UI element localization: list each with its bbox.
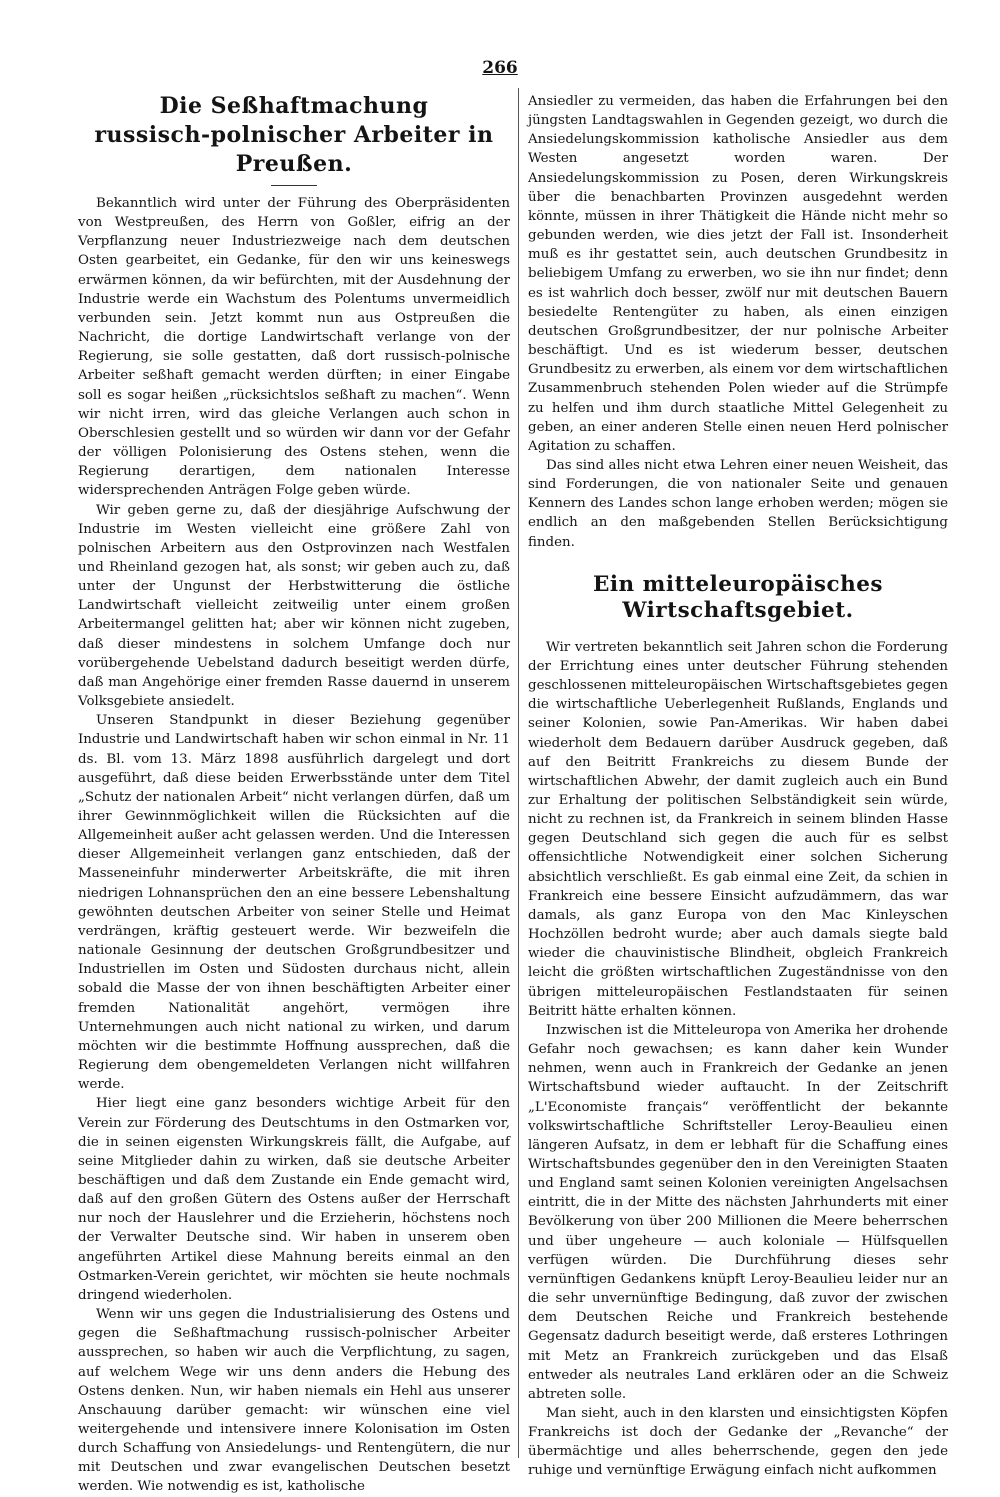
right-column xyxy=(528,92,948,1481)
article-1-continuation-paragraph: Das sind alles nicht etwa Lehren einer neuen Weisheit, das sind Forderungen, die von nationaler Seite und genauen Kennern des Landes schon lange erhoben werden; mögen sie endlich an den maßgebenden Stellen Berücksichtigung finden. xyxy=(528,457,948,550)
column-divider xyxy=(518,88,519,1458)
article-2-paragraph: Wir vertreten bekanntlich seit Jahren schon die Forderung der Errichtung eines unter deutscher Führung stehenden geschlossenen mitteleuropäischen Wirtschaftsgebietes gegen die wirtschaftliche Ueberlegenheit Rußlands, Englands und seiner Kolonien, sowie Pan-Amerikas. Wir haben dabei wiederholt dem Bedauern darüber Ausdruck gegeben, daß auf den Beitritt Frankreichs zu diesem Bunde der wirtschaftlichen Abwehr, der damit zugleich auch ein Bund zur Erhaltung der politischen Selbständigkeit sein würde, nicht zu rechnen ist, da Frankreich in seinem blinden Hasse gegen Deutschland sich gegen die auch für es selbst offensichtliche Notwendigkeit einer solchen Sicherung absichtlich verschließt. Es gab einmal eine Zeit, da schien in Frankreich eine bessere Einsicht aufzudämmern, das war damals, als ganz Europa von den Mac Kinleyschen Hochzöllen bedroht wurde; aber auch damals siegte bald wieder die chauvinistische Blindheit, obgleich Frankreich leicht die größten wirtschaftlichen Zugeständnisse von den übrigen mitteleuropäischen Festlandstaaten für seinen Beitritt hätte erhalten können. xyxy=(528,639,948,1019)
article-2-paragraph: Man sieht, auch in den klarsten und einsichtigsten Köpfen Frankreichs ist doch der Gedanke der „Revanche“ der übermächtige und alles beherrschende, gegen den jede ruhige und vernünftige Erwägung einfach nicht aufkommen xyxy=(528,1406,948,1479)
article-1-continuation-paragraph: Ansiedler zu vermeiden, das haben die Erfahrungen bei den jüngsten Landtagswahlen in Gegenden gezeigt, wo durch die Ansiedelungskommission katholische Ansiedler aus dem Westen angesetzt worden waren. Der Ansiedelungskommission zu Posen, deren Wirkungskreis über die benachbarten Provinzen ausgedehnt werden könnte, müssen in ihrer Thätigkeit die Hände nicht mehr so gebunden werden, wie dies jetzt der Fall ist. Insonderheit muß es ihr gestattet sein, auch deutschen Grundbesitz in beliebigem Umfang zu erwerben, wo sie ihn nur findet; denn es ist wahrlich doch besser, zwölf nur mit deutschen Bauern besiedelte Rentengüter zu haben, als einen einzigen deutschen Großgrundbesitzer, der nur polnische Arbeiter beschäftigt. Und es ist wiederum besser, deutschen Grundbesitz zu erwerben, als einem vor dem wirtschaftlichen Zusammenbruch stehenden Polen wieder auf die Strümpfe zu helfen und ihm durch staatliche Mittel Gelegenheit zu geben, an einer anderen Stelle einen neuen Herd polnischer Agitation zu schaffen. xyxy=(528,94,948,454)
article-1-paragraph: Hier liegt eine ganz besonders wichtige Arbeit für den Verein zur Förderung des Deutschtums in den Ostmarken vor, die in seinen eigensten Wirkungskreis fällt, die Aufgabe, auf seine Mitglieder dahin zu wirken, daß sie deutsche Arbeiter beschäftigen und daß dem Zustande ein Ende gemacht wird, daß auf den großen Gütern des Ostens außer der Herrschaft nur noch der Hauslehrer und die Erzieherin, höchstens noch der Verwalter Deutsche sind. Wir haben in unserem oben angeführten Artikel diese Mahnung bereits einmal an den Ostmarken-Verein gerichtet, wir möchten sie heute nochmals dringend wiederholen. xyxy=(78,1096,510,1303)
article-1-paragraph: Wir geben gerne zu, daß der diesjährige Aufschwung der Industrie im Westen vielleicht eine größere Zahl von polnischen Arbeitern aus den Ostprovinzen nach Westfalen und Rheinland gezogen hat, als sonst; wir geben auch zu, daß unter der Ungunst der Herbstwitterung die östliche Landwirtschaft vielleicht zeitweilig unter einem großen Arbeitermangel gelitten hat; aber wir können nicht zugeben, daß dieser mindestens in solchem Umfange doch nur vorübergehende Uebelstand dadurch beseitigt werden dürfe, daß man Angehörige einer fremden Rasse dauernd in unserem Volksgebiete ansiedelt. xyxy=(78,502,510,710)
article-2-headline: Ein mitteleuropäisches Wirtschaftsgebiet. xyxy=(592,571,884,623)
article-2-paragraph: Inzwischen ist die Mitteleuropa von Amerika her drohende Gefahr noch gewachsen; es kann daher kein Wunder nehmen, wenn auch in Frankreich der Gedanke an jenen Wirtschaftsbund wieder auftaucht. In der Zeitschrift „L'Economiste français“ veröffentlicht der bekannte volkswirtschaftliche Schriftsteller Leroy-Beaulieu einen längeren Aufsatz, in dem er lebhaft für die Schaffung eines Wirtschaftsbundes gegenüber den in den Vereinigten Staaten und England samt seinen Kolonien vereinigten Angelsachsen eintritt, die in der Mitte des nächsten Jahrhunderts mit einer Bevölkerung von über 200 Millionen die Meere beherrschen und über ungeheure — auch koloniale — Hülfsquellen verfügen würden. Die Durchführung dieses sehr vernünftigen Gedankens knüpft Leroy-Beaulieu leider nur an die sehr unvernünftige Bedingung, daß zuvor der zwischen dem Deutschen Reiche und Frankreich bestehende Gegensatz dadurch beseitigt werde, daß ersteres Lothringen mit Metz an Frankreich zurückgeben und das Elsaß entweder als neutrales Land erklären oder an die Schweiz abtreten solle. xyxy=(528,1022,948,1402)
article-1-paragraph: Wenn wir uns gegen die Industrialisierung des Ostens und gegen die Seßhaftmachung russisch-polnischer Arbeiter aussprechen, so haben wir auch die Verpflichtung, zu sagen, auf welchem Wege wir uns denn anders die Hebung des Ostens denken. Nun, wir haben niemals ein Hehl aus unserer Anschauung darüber gemacht: wir wünschen eine viel weitergehende und intensivere innere Kolonisation im Osten durch Schaffung von Ansiedelungs- und Rentengütern, die nur mit Deutschen und zwar evangelischen Deutschen besetzt werden. Wie notwendig es ist, katholische xyxy=(78,1307,510,1495)
page-number: 266 xyxy=(482,58,518,78)
left-column xyxy=(78,92,510,1497)
article-1-headline-line-2: russisch-polnischer Arbeiter in Preußen. xyxy=(94,122,494,177)
article-1-paragraph: Unseren Standpunkt in dieser Beziehung gegenüber Industrie und Landwirtschaft haben wir schon einmal in Nr. 11 ds. Bl. vom 13. März 1898 ausführlich dargelegt und dort ausgeführt, daß diese beiden Erwerbsstände unter dem Titel „Schutz der nationalen Arbeit“ nicht verlangen dürfen, daß um ihrer Gewinnmöglichkeit willen die Rücksichten auf die Allgemeinheit außer acht gelassen werden. Und die Interessen dieser Allgemeinheit verlangen ganz entschieden, daß der Masseneinfuhr minderwerter Arbeitskräfte, die mit ihren niedrigen Lohnansprüchen den an eine bessere Lebenshaltung gewöhnten deutschen Arbeiter von seiner Stelle und Heimat verdrängen, kräftig gesteuert werde. Wir bezweifeln die nationale Gesinnung der deutschen Großgrundbesitzer und Industriellen im Osten und Südosten durchaus nicht, allein sobald die Masse der von ihnen beschäftigten Arbeiter einer fremden Nationalität angehört, vermögen ihre Unternehmungen auch nicht national zu wirken, und darum möchten wir die bestimmte Hoffnung aussprechen, daß die Regierung dem obengemeldeten Verlangen nicht willfahren werde. xyxy=(78,713,510,1093)
article-1-paragraph: Bekanntlich wird unter der Führung des Oberpräsidenten von Westpreußen, des Herrn von Goßler, eifrig an der Verpflanzung neuer Industriezweige nach dem deutschen Osten gearbeitet, ein Gedanke, für den wir uns keineswegs erwärmen können, da wir befürchten, mit der Ausdehnung der Industrie werde ein Wachstum des Polentums unvermeidlich verbunden sein. Jetzt kommt nun aus Ostpreußen die Nachricht, die dortige Landwirtschaft verlange von der Regierung, sie solle gestatten, daß dort russisch-polnische Arbeiter seßhaft gemacht werden dürften; in einer Eingabe soll es sogar heißen „rücksichtslos seßhaft zu machen“. Wenn wir nicht irren, wird das gleiche Verlangen auch schon in Oberschlesien gestellt und so würden wir dann vor der Gefahr der völligen Polonisierung des Ostens stehen, wenn die Regierung derartigen, dem nationalen Interesse widersprechenden Anträgen Folge geben würde. xyxy=(78,196,510,499)
article-1-headline-line-1: Die Seßhaftmachung xyxy=(159,93,429,119)
headline-divider xyxy=(271,185,317,186)
